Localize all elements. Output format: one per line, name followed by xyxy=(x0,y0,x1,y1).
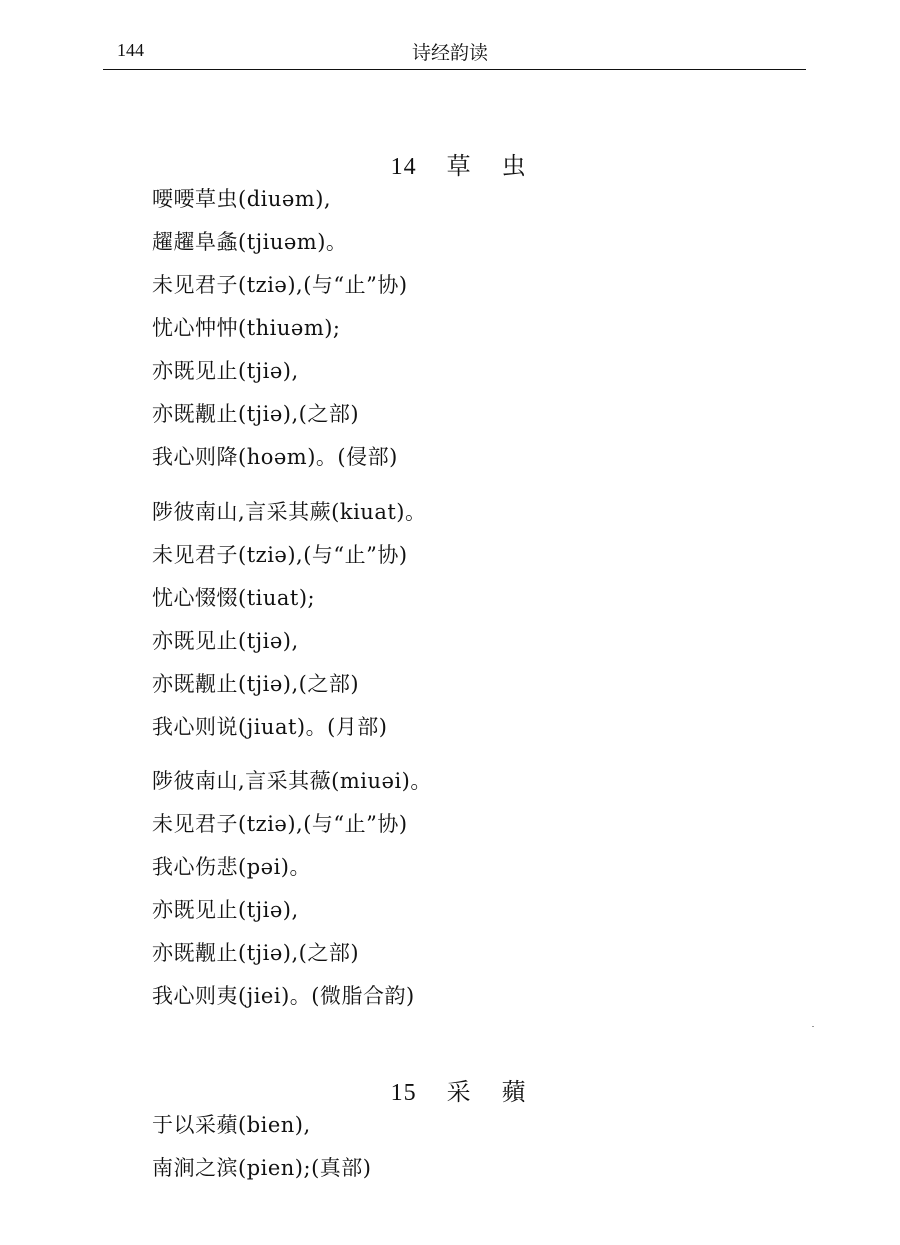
poem-line: 陟彼南山,言采其蕨(kiuat)。 xyxy=(152,500,427,524)
poem-line: 我心则夷(jiei)。(微脂合韵) xyxy=(152,984,415,1008)
poem-line: 于以采蘋(bien), xyxy=(152,1113,311,1137)
running-title: 诗经韵读 xyxy=(411,42,488,64)
poem-line: 趯趯阜螽(tjiuəm)。 xyxy=(152,230,348,254)
section-title-char: 蘋 xyxy=(501,1078,527,1106)
poem-line: 忧心忡忡(thiuəm); xyxy=(152,316,341,340)
poem-line: 亦既见止(tjiə), xyxy=(152,629,299,653)
poem-line: 忧心惙惙(tiuat); xyxy=(152,586,316,610)
section-title-char: 草 xyxy=(446,152,472,180)
section-title-char: 采 xyxy=(446,1078,472,1106)
poem-line: 未见君子(tziə),(与“止”协) xyxy=(152,543,408,567)
poem-line: 喓喓草虫(diuəm), xyxy=(152,187,332,211)
poem-line: 亦既觏止(tjiə),(之部) xyxy=(152,672,360,696)
section-number: 14 xyxy=(390,154,417,180)
section-title-14 xyxy=(0,118,900,181)
page-number: 144 xyxy=(117,40,144,60)
poem-line: 我心则说(jiuat)。(月部) xyxy=(152,715,388,739)
section-number: 15 xyxy=(390,1080,417,1106)
poem-line: 南涧之滨(pien);(真部) xyxy=(152,1156,372,1180)
poem-line: 未见君子(tziə),(与“止”协) xyxy=(152,273,408,297)
poem-line: 亦既觏止(tjiə),(之部) xyxy=(152,941,360,965)
poem-line: 亦既觏止(tjiə),(之部) xyxy=(152,402,360,426)
poem-line: 亦既见止(tjiə), xyxy=(152,898,299,922)
section-title-char: 虫 xyxy=(501,152,527,180)
poem-line: 未见君子(tziə),(与“止”协) xyxy=(152,812,408,836)
poem-line: 我心则降(hoəm)。(侵部) xyxy=(152,445,398,469)
poem-line: 陟彼南山,言采其薇(miuəi)。 xyxy=(152,769,432,793)
section-title-15 xyxy=(0,1044,900,1107)
poem-line: 亦既见止(tjiə), xyxy=(152,359,299,383)
scan-speck xyxy=(812,1026,814,1027)
poem-line: 我心伤悲(pəi)。 xyxy=(152,855,311,879)
header-rule xyxy=(103,69,806,70)
